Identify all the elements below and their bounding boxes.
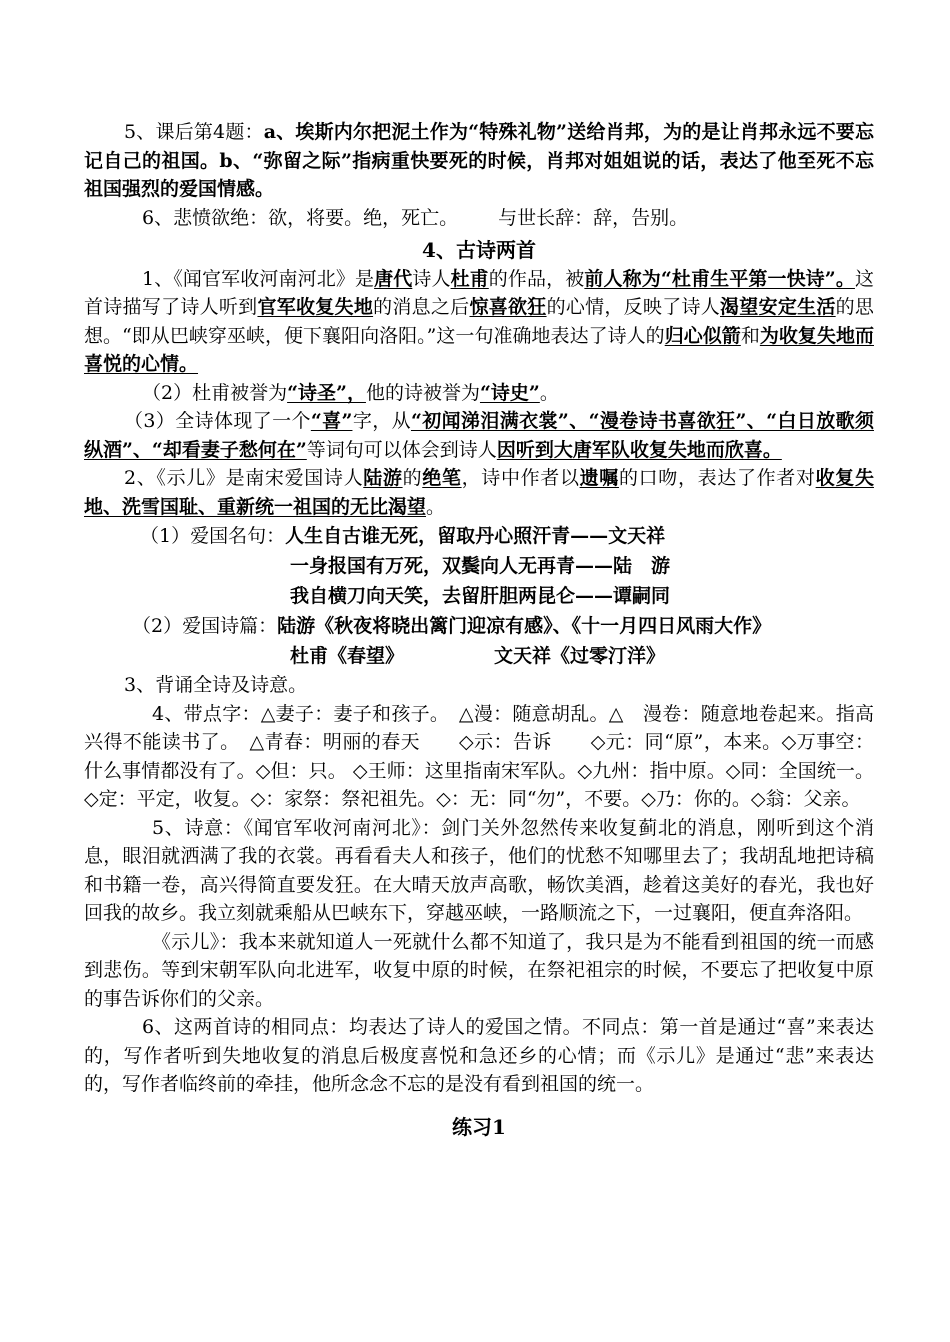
text: 1、《闻官军收河南河北》是 [142,267,375,290]
item-6-comparison: 6、这两首诗的相同点：均表达了诗人的爱国之情。不同点：第一首是通过“喜”来表达的，写作者听到失地收复的消息后极度喜悦和急还乡的心情；而《示儿》是通过“悲”来表达的，写作者临终前的牵挂，他所念念不忘的是没有看到祖国的统一。 [84,1016,874,1095]
poem-list-2 [84,641,874,671]
key-term: 惊喜欲狂 [469,296,547,318]
key-term: 为收复失地而喜悦的心情。 [84,324,874,375]
quote-1: 人生自古谁无死，留取丹心照汗青——文天祥 [285,525,666,547]
text: 诗人 [412,267,451,290]
key-term: “诗圣”， [287,381,366,404]
text: 的心情，反映了诗人 [546,296,721,318]
text: 的口吻，表达了作者对 [618,467,816,489]
poem-guolingding: 文天祥《过零汀洋》 [494,645,666,667]
patriotic-poems [84,611,874,641]
item-5-answer: a、埃斯内尔把泥土作为“特殊礼物”送给肖邦，为的是让肖邦永远不要忘记自己的祖国。b、“弥留之际”指病重快要死的时候，肖邦对姐姐说的话，表达了他至死不忘祖国强烈的爱国情感。 [84,121,875,200]
item-6-b: 与世长辞：辞，告别。 [498,206,689,229]
text: 。 [539,381,559,404]
item-6-a: 6、悲愤欲绝：欲，将要。绝，死亡。 [142,206,459,229]
document-page [84,118,874,1140]
key-term: 陆游 [363,467,403,489]
text: 的作品，被 [488,267,585,290]
key-term: 渴望安定生活 [720,296,836,318]
text: 的思想。“即从巴峡穿巫峡，便下襄阳向洛阳。”这一句准确地表达了诗人的 [84,296,874,347]
item-6-vocab [84,204,874,233]
poem1-point-3 [84,407,874,464]
key-term: “喜” [310,410,353,432]
poem2-intro [84,464,874,521]
text: 字，从 [352,410,411,432]
quotes-lead: （1）爱国名句： [140,525,286,547]
text: 2、《示儿》是南宋爱国诗人 [124,467,364,489]
text: 。 [426,495,446,518]
key-term: 收复失地、洗雪国耻、重新统一祖国的无比渴望 [84,467,874,518]
key-term: 归心似箭 [664,324,741,347]
text: （3）全诗体现了一个 [124,410,311,432]
section-title: 4、古诗两首 [422,238,536,262]
text: 的消息之后 [373,296,470,318]
poem1-intro [84,265,874,379]
key-term: 因听到大唐军队收复失地而欣喜。 [496,438,782,461]
poems-lead: （2）爱国诗篇： [132,615,278,637]
poem-chunwang: 杜甫《春望》 [290,645,405,667]
text: 这首诗描写了诗人听到 [84,267,874,318]
key-term: 唐代 [374,267,413,290]
key-term: 绝笔 [422,467,462,489]
item-3-recite: 3、背诵全诗及诗意。 [124,674,308,696]
item-5-homework [84,118,874,204]
key-term: 前人称为“杜甫生平第一快诗”。 [584,267,855,290]
item-5-lead: 5、课后第4题： [124,121,264,143]
poem1-point-2 [84,379,874,408]
quote-3: 我自横刀向天笑，去留肝胆两昆仑——谭嗣同 [290,585,671,607]
exercise-title: 练习1 [452,1114,506,1139]
key-term: 遗嘱 [579,467,619,489]
text: （2）杜甫被誉为 [142,381,288,404]
text: 他的诗被誉为 [365,381,480,404]
key-term: 官军收复失地 [257,296,374,318]
item-5-meaning: 5、诗意：《闻官军收河南河北》：剑门关外忽然传来收复蓟北的消息，刚听到这个消息，眼泪就洒满了我的衣裳。再看看夫人和孩子，他们的忧愁不知哪里去了；我胡乱地把诗稿和书籍一卷，高兴得简直要发狂。在大晴天放声高歌，畅饮美酒，趁着这美好的春光，我也好回我的故乡。我立刻就乘船从巴峡东下，穿越巫峡，一路顺流之下，一过襄阳，便直奔洛阳。 [84,816,874,924]
key-term: “诗史” [479,381,540,404]
text: ，诗中作者以 [461,467,580,489]
poem-list-1: 陆游《秋夜将晓出篱门迎凉有感》、《十一月四日风雨大作》 [277,615,772,637]
item-5-shier-meaning: 《示儿》：我本来就知道人一死就什么都不知道了，我只是为不能看到祖国的统一而感到悲伤。等到宋朝军队向北进军，收复中原的时候，在祭祀祖宗的时候，不要忘了把收复中原的事告诉你们的父亲。 [84,930,874,1010]
text: 等词句可以体会到诗人 [306,438,497,461]
text: 的 [402,467,423,489]
text: 和 [740,324,760,347]
quote-2: 一身报国有万死，双鬓向人无再青——陆 游 [290,555,671,577]
patriotic-quotes [84,521,874,551]
key-term: 杜甫 [450,267,489,290]
key-term: “初闻涕泪满衣裳”、“漫卷诗书喜欲狂”、“白日放歌须纵酒”、“却看妻子愁何在” [84,410,874,461]
item-4-dotted-words: 4、带点字：△妻子：妻子和孩子。 △漫：随意胡乱。△ 漫卷：随意地卷起来。指高兴得不能读书了。 △青春：明丽的春天 ◇示：告诉 ◇元：同“原”，本来。◇万事空：什么事情都没有了。◇但：只。 ◇王师：这里指南宋军队。◇九州：指中原。◇同：全国统一。◇定：平定，收复。◇：家祭：祭祀祖先。◇：无：同“勿”，不要。◇乃：你的。◇翁：父亲。 [84,702,874,810]
